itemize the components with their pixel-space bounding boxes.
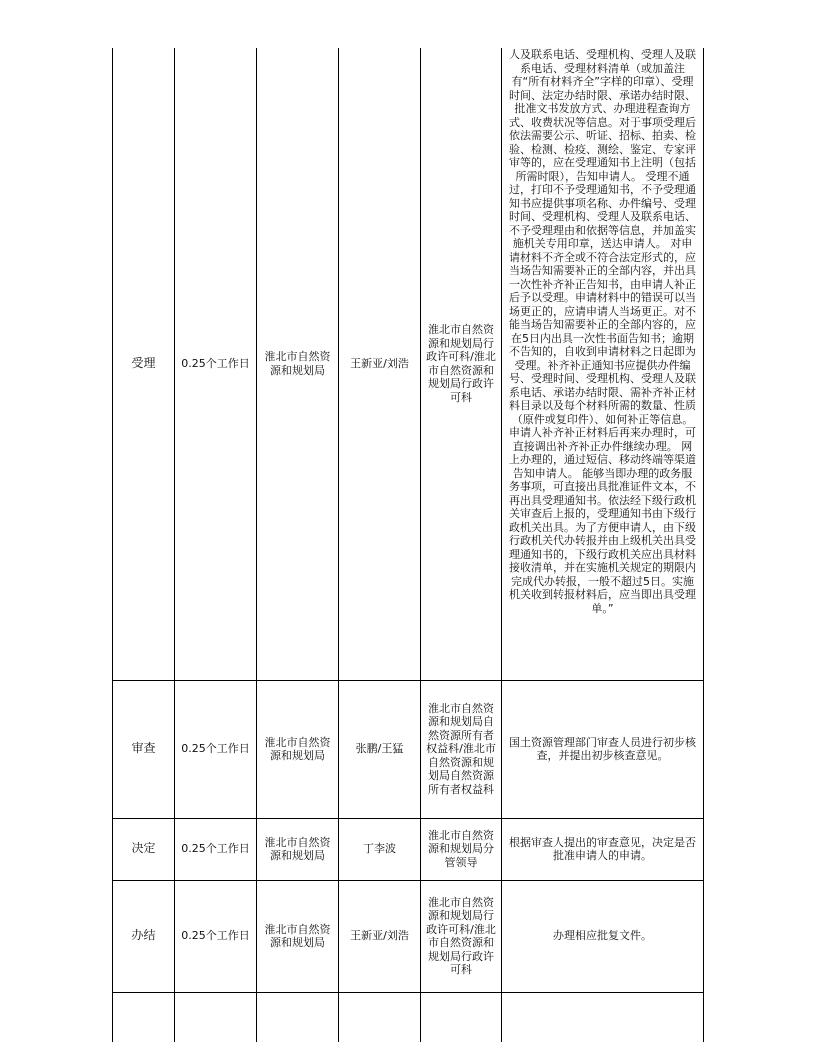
table-row	[113, 818, 704, 880]
authority-cell: 淮北市自然资源和规划局	[257, 680, 339, 818]
step-cell: 受理	[113, 48, 175, 680]
time-limit-cell: 0.25个工作日	[175, 48, 257, 680]
description-cell: 办理相应批复文件。	[502, 880, 704, 992]
personnel-cell: 张鹏/王猛	[339, 680, 421, 818]
department-cell: 淮北市自然资源和规划局分管领导	[421, 818, 502, 880]
description-cell	[502, 992, 704, 1042]
table-row	[113, 48, 704, 680]
step-cell: 决定	[113, 818, 175, 880]
authority-cell: 淮北市自然资源和规划局	[257, 880, 339, 992]
department-cell: 淮北市自然资源和规划局行政许可科/淮北市自然资源和规划局行政许可科	[421, 48, 502, 680]
time-limit-cell: 0.25个工作日	[175, 818, 257, 880]
authority-cell	[257, 992, 339, 1042]
step-cell	[113, 992, 175, 1042]
step-cell: 审查	[113, 680, 175, 818]
time-limit-cell: 0.25个工作日	[175, 880, 257, 992]
table-row	[113, 680, 704, 818]
description-cell: 人及联系电话、受理机构、受理人及联系电话、受理材料清单（或加盖注有“所有材料齐全”字样的印章）、受理时间、法定办结时限、承诺办结时限、批准文书发放方式、办理进程查询方式、收费状况等信息。对于事项受理后依法需要公示、听证、招标、拍卖、检验、检测、检疫、测绘、鉴定、专家评审等的，应在受理通知书上注明（包括所需时限），告知申请人。 受理不通过，打印不予受理通知书，不予受理通知书应提供事项名称、办件编号、受理时间、受理机构、受理人及联系电话、不予受理理由和依据等信息，并加盖实施机关专用印章，送达申请人。 对申请材料不齐全或不符合法定形式的，应当场告知需要补正的全部内容，并出具一次性补齐补正告知书，由申请人补正后予以受理。申请材料中的错误可以当场更正的，应请申请人当场更正。对不能当场告知需要补正的全部内容的，应在5日内出具一次性书面告知书；逾期不告知的，自收到申请材料之日起即为受理。补齐补正通知书应提供办件编号、受理时间、受理机构、受理人及联系电话、承诺办结时限、需补齐补正材料目录以及每个材料所需的数量、性质（原件或复印件）、如何补正等信息。申请人补齐补正材料后再来办理时，可直接调出补齐补正办件继续办理。 网上办理的，通过短信、移动终端等渠道告知申请人。 能够当即办理的政务服务事项，可直接出具批准证件文本，不再出具受理通知书。依法经下级行政机关审查后上报的，受理通知书由下级行政机关出具。为了方便申请人，由下级行政机关代办转报并由上级机关出具受理通知书的，下级行政机关应出具材料接收清单，并在实施机关规定的期限内完成代办转报，一般不超过5日。实施机关收到转报材料后，应当即出具受理单。”	[502, 48, 704, 680]
description-cell: 国土资源管理部门审查人员进行初步核查，并提出初步核查意见。	[502, 680, 704, 818]
department-cell: 淮北市自然资源和规划局自然资源所有者权益科/淮北市自然资源和规划局自然资源所有者权益科	[421, 680, 502, 818]
authority-cell: 淮北市自然资源和规划局	[257, 48, 339, 680]
procedure-table	[112, 48, 704, 1042]
table-row	[113, 880, 704, 992]
description-cell: 根据审查人提出的审查意见，决定是否批准申请人的申请。	[502, 818, 704, 880]
personnel-cell: 丁李波	[339, 818, 421, 880]
time-limit-cell: 0.25个工作日	[175, 680, 257, 818]
table-row	[113, 992, 704, 1042]
personnel-cell: 王新亚/刘浩	[339, 880, 421, 992]
authority-cell: 淮北市自然资源和规划局	[257, 818, 339, 880]
personnel-cell	[339, 992, 421, 1042]
department-cell	[421, 992, 502, 1042]
time-limit-cell	[175, 992, 257, 1042]
department-cell: 淮北市自然资源和规划局行政许可科/淮北市自然资源和规划局行政许可科	[421, 880, 502, 992]
step-cell: 办结	[113, 880, 175, 992]
personnel-cell: 王新亚/刘浩	[339, 48, 421, 680]
